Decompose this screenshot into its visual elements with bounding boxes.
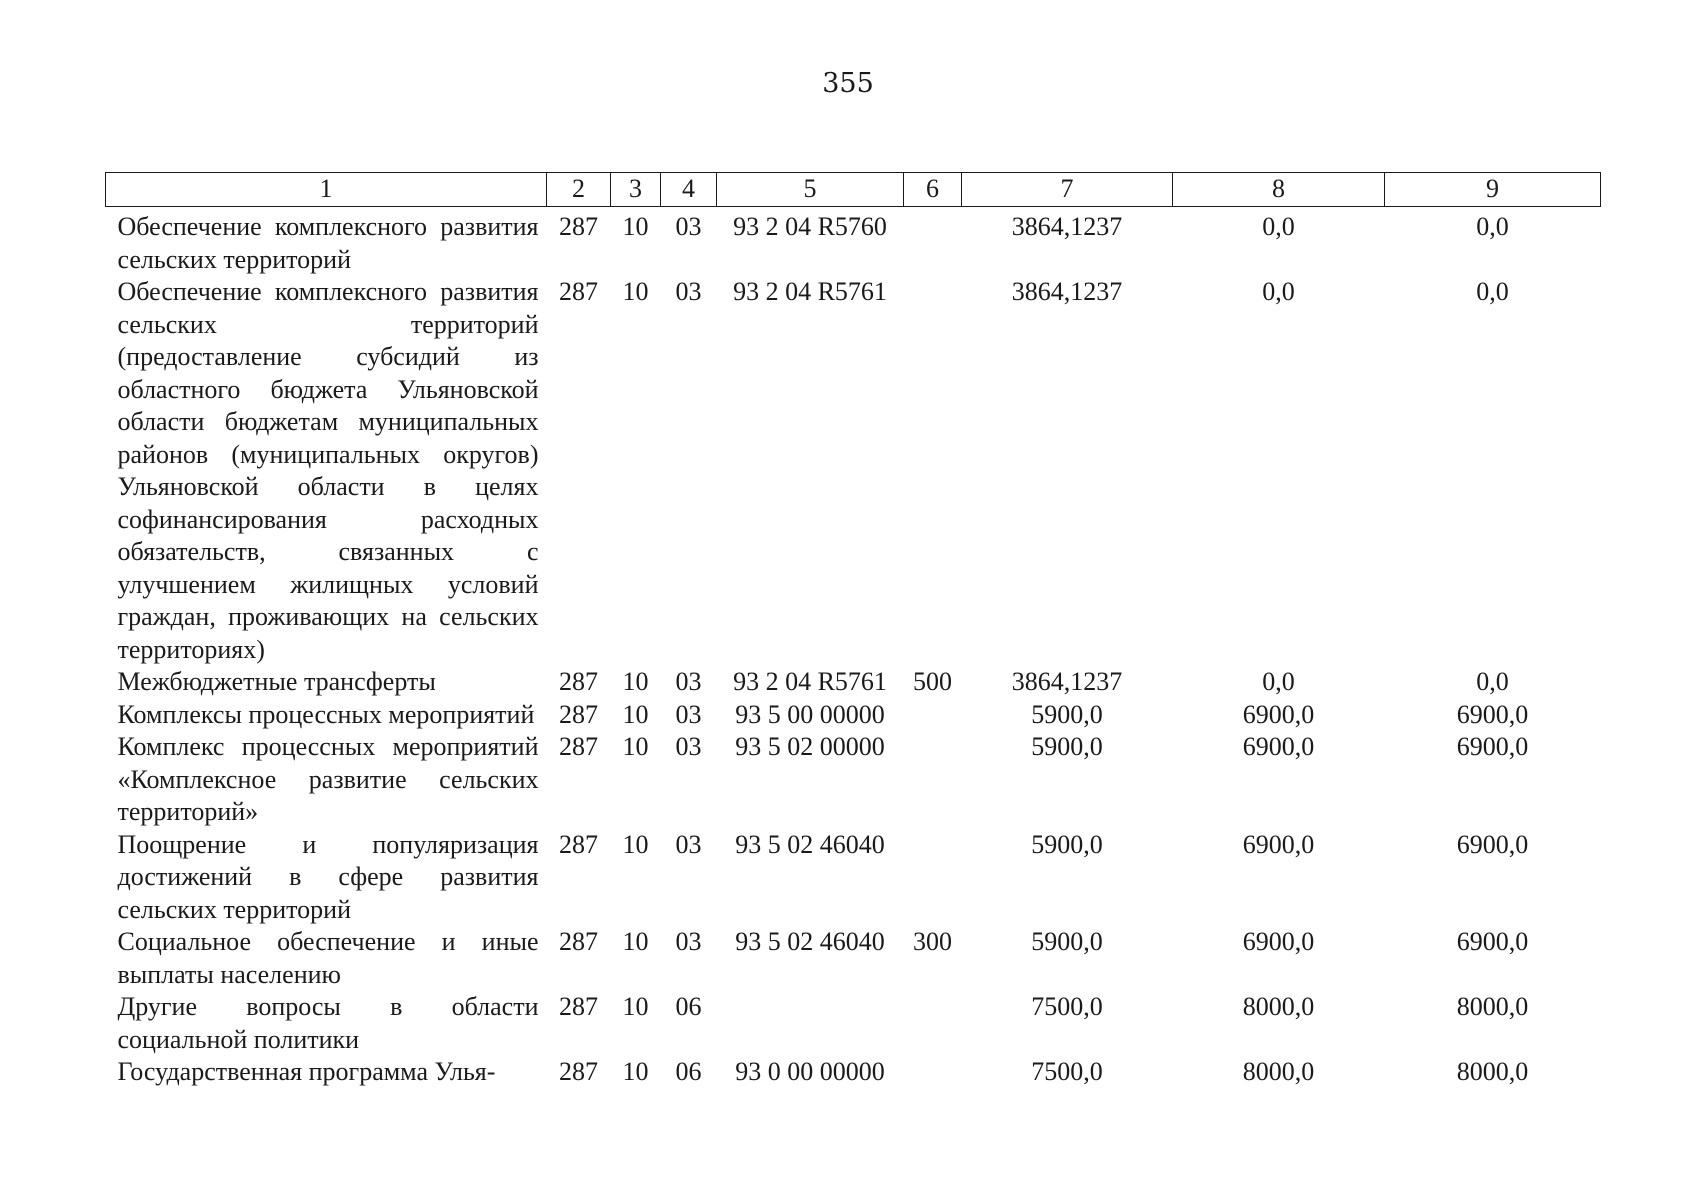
amount-col7: 5900,0	[1031, 732, 1103, 761]
column-header: 7	[962, 173, 1173, 207]
section-code: 10	[622, 927, 649, 956]
column-header: 2	[547, 173, 611, 207]
target-article-code: 93 2 04 R5761	[733, 277, 887, 306]
subsection-code: 03	[675, 829, 702, 859]
section-code: 10	[622, 992, 649, 1021]
budget-table	[105, 172, 1601, 1089]
target-article-code: 93 5 02 00000	[735, 732, 885, 761]
table-row	[106, 731, 1601, 829]
amount-col8: 0,0	[1262, 277, 1295, 306]
target-article-code	[717, 991, 904, 1056]
amount-col8: 6900,0	[1242, 699, 1315, 729]
subsection-code: 03	[675, 732, 702, 761]
table-row	[106, 699, 1601, 732]
amount-col7: 3864,1237	[1011, 212, 1123, 241]
section-code: 10	[622, 829, 649, 859]
expense-type-code	[904, 699, 962, 732]
subsection-code: 03	[675, 699, 702, 729]
amount-col9: 6900,0	[1456, 699, 1529, 729]
ministry-code: 287	[559, 212, 598, 241]
column-header: 1	[106, 173, 547, 207]
expense-type-code	[904, 207, 962, 277]
table-row	[106, 666, 1601, 699]
amount-col8: 6900,0	[1242, 829, 1315, 859]
amount-col7: 5900,0	[1031, 927, 1103, 956]
table-row	[106, 276, 1601, 666]
row-name: Комплекс процессных мероприятий «Комплексное развитие сельских территорий»	[117, 732, 539, 826]
amount-col9: 0,0	[1476, 212, 1509, 241]
amount-col9: 0,0	[1476, 667, 1509, 696]
amount-col7: 5900,0	[1031, 699, 1103, 729]
subsection-code: 03	[675, 212, 702, 241]
subsection-code: 03	[675, 667, 702, 696]
amount-col7: 7500,0	[1031, 1057, 1103, 1086]
expense-type-code: 300	[913, 927, 952, 956]
expense-type-code	[904, 276, 962, 666]
column-header: 8	[1173, 173, 1385, 207]
target-article-code: 93 2 04 R5760	[733, 212, 887, 241]
row-name: Государственная программа Улья-	[117, 1057, 496, 1086]
row-name: Межбюджетные трансферты	[117, 667, 436, 696]
amount-col8: 0,0	[1262, 667, 1295, 696]
ministry-code: 287	[559, 732, 598, 761]
section-code: 10	[622, 699, 649, 729]
amount-col7: 5900,0	[1031, 829, 1103, 859]
table-row	[106, 991, 1601, 1056]
amount-col8: 8000,0	[1242, 1057, 1315, 1086]
expense-type-code	[904, 991, 962, 1056]
table-header-row	[106, 173, 1601, 207]
amount-col7: 3864,1237	[1011, 667, 1123, 696]
amount-col9: 0,0	[1476, 277, 1509, 306]
table-row	[106, 926, 1601, 991]
section-code: 10	[622, 277, 649, 306]
column-header: 4	[661, 173, 717, 207]
amount-col8: 6900,0	[1242, 732, 1315, 761]
expense-type-code	[904, 731, 962, 829]
row-name: Социальное обеспечение и иные выплаты населению	[117, 927, 539, 989]
row-name: Обеспечение комплексного развития сельских территорий (предоставление субсидий из областного бюджета Ульяновской области бюджетам муниципальных районов (муниципальных округов) Ульяновской области в целях софинансирования расходных обязательств, связанных с улучшением жилищных условий граждан, проживающих на сельских территориях)	[117, 277, 539, 664]
amount-col9: 8000,0	[1456, 992, 1529, 1021]
ministry-code: 287	[559, 699, 598, 729]
amount-col8: 0,0	[1262, 212, 1295, 241]
column-header: 3	[611, 173, 661, 207]
section-code: 10	[622, 212, 649, 241]
expense-type-code: 500	[913, 667, 952, 696]
amount-col8: 8000,0	[1242, 992, 1315, 1021]
section-code: 10	[622, 667, 649, 696]
target-article-code: 93 5 02 46040	[735, 927, 885, 956]
column-header: 5	[717, 173, 904, 207]
column-header: 6	[904, 173, 962, 207]
subsection-code: 03	[675, 277, 702, 306]
table-row	[106, 829, 1601, 927]
subsection-code: 06	[675, 992, 702, 1021]
amount-col8: 6900,0	[1242, 927, 1315, 956]
ministry-code: 287	[559, 992, 598, 1021]
row-name: Поощрение и популяризация достижений в сфере развития сельских территорий	[117, 829, 539, 924]
ministry-code: 287	[559, 927, 598, 956]
amount-col7: 7500,0	[1031, 992, 1103, 1021]
subsection-code: 06	[675, 1057, 702, 1086]
target-article-code: 93 0 00 00000	[735, 1057, 885, 1086]
target-article-code: 93 5 02 46040	[735, 829, 885, 859]
section-code: 10	[622, 1057, 649, 1086]
ministry-code: 287	[559, 829, 598, 859]
ministry-code: 287	[559, 1057, 598, 1086]
amount-col9: 6900,0	[1456, 829, 1529, 859]
amount-col9: 6900,0	[1456, 732, 1529, 761]
table-row	[106, 207, 1601, 277]
amount-col9: 8000,0	[1456, 1057, 1529, 1086]
row-name: Обеспечение комплексного развития сельских территорий	[117, 212, 539, 274]
row-name: Другие вопросы в области социальной политики	[117, 992, 539, 1054]
row-name: Комплексы процессных мероприятий	[117, 699, 535, 729]
expense-type-code	[904, 1056, 962, 1089]
amount-col7: 3864,1237	[1011, 277, 1123, 306]
table-row	[106, 1056, 1601, 1089]
page-number: 355	[822, 68, 874, 99]
ministry-code: 287	[559, 277, 598, 306]
section-code: 10	[622, 732, 649, 761]
amount-col9: 6900,0	[1456, 927, 1529, 956]
target-article-code: 93 5 00 00000	[735, 699, 885, 729]
ministry-code: 287	[559, 667, 598, 696]
expense-type-code	[904, 829, 962, 927]
column-header: 9	[1385, 173, 1601, 207]
target-article-code: 93 2 04 R5761	[733, 667, 887, 696]
subsection-code: 03	[675, 927, 702, 956]
